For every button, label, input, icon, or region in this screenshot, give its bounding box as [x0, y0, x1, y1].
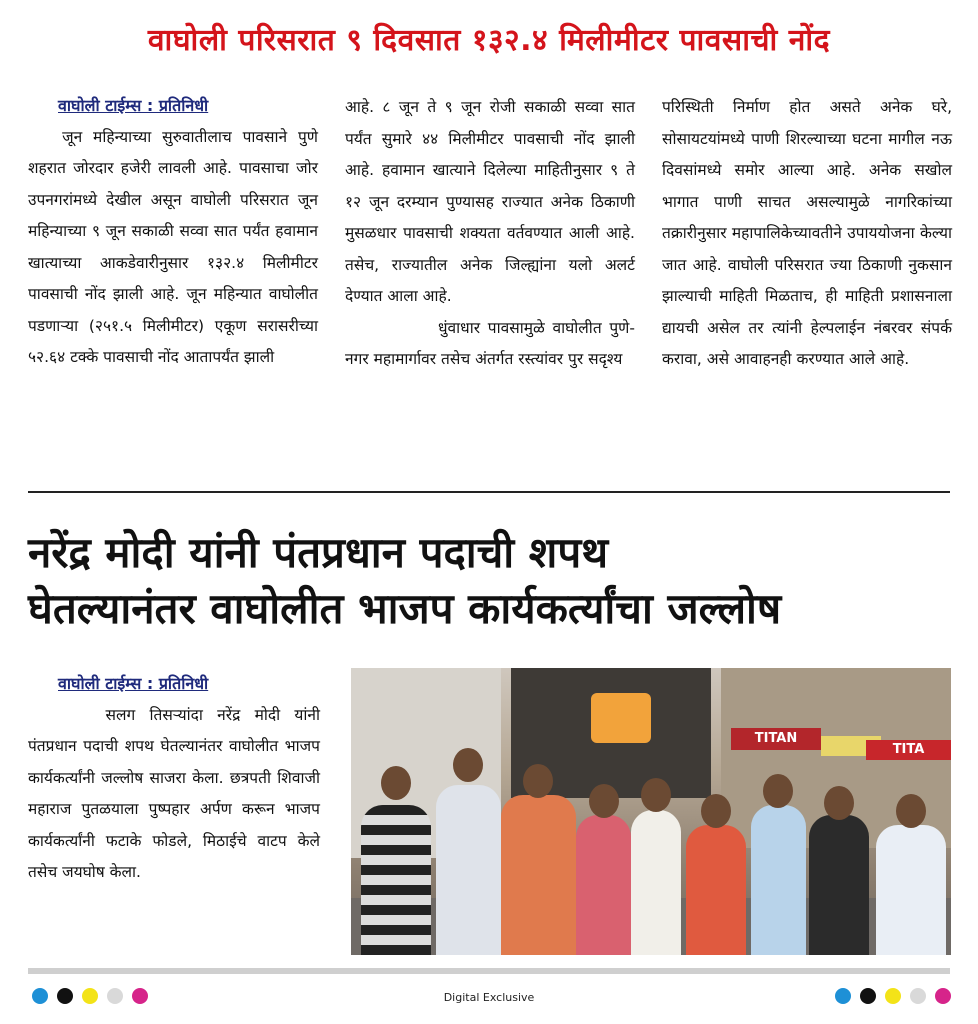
story1-col2-text-b: धुंवाधार पावसामुळे वाघोलीत पुणे-नगर महामार्गावर तसेच अंतर्गत रस्त्यांवर पुर सदृश्य	[345, 318, 635, 368]
story1-column-1	[28, 90, 318, 374]
photo-person-head	[896, 794, 926, 828]
color-dot-cyan	[835, 988, 851, 1004]
color-dot-yellow	[885, 988, 901, 1004]
story1-col2-text-a: आहे. ८ जून ते ९ जून रोजी सकाळी सव्वा सात पर्यंत सुमारे ४४ मिलीमीटर पावसाची नोंद झाली आहे. हवामान खात्याने दिलेल्या माहितीनुसार ९ ते १२ जून दरम्यान पुण्यासह राज्यात अनेक ठिकाणी मुसळधार पावसाची शक्यता वर्तवण्यात आली आहे. तसेच, राज्यातील अनेक जिल्ह्यांना यलो अलर्ट देण्यात आला आहे.	[345, 98, 635, 305]
photo-person	[751, 805, 806, 955]
story1-column-2	[345, 92, 635, 376]
photo-person-head	[523, 764, 553, 798]
photo-person	[576, 815, 631, 955]
photo-person	[436, 785, 501, 955]
photo-person	[631, 810, 681, 955]
photo-statue	[591, 693, 651, 743]
footer-bar	[28, 968, 950, 974]
story1-column-3	[662, 92, 952, 376]
photo-person	[686, 825, 746, 955]
headline-rain: वाघोली परिसरात ९ दिवसात १३२.४ मिलीमीटर पावसाची नोंद	[147, 23, 831, 58]
photo-person-head	[824, 786, 854, 820]
story2-byline: वाघोली टाईम्स : प्रतिनिधी	[58, 674, 209, 693]
photo-person-head	[641, 778, 671, 812]
photo-sign-titan: TITAN	[731, 728, 821, 750]
photo-person	[809, 815, 869, 955]
photo-person-head	[381, 766, 411, 800]
color-dot-magenta	[935, 988, 951, 1004]
color-dot-black	[860, 988, 876, 1004]
section-divider	[28, 491, 950, 493]
photo-person-head	[453, 748, 483, 782]
story1-col1-text: जून महिन्याच्या सुरुवातीलाच पावसाने पुणे शहरात जोरदार हजेरी लावली आहे. पावसाचा जोर उपनगरांमध्ये देखील असून वाघोली परिसरात जून महिन्याच्या ९ जून सकाळी सव्वा सात पर्यंत हवामान खात्याच्या आकडेवारीनुसार १३२.४ मिलीमीटर पावसाची नोंद झाली आहे. जून महिन्यात वाघोलीत पडणाऱ्या (२५१.५ मिलीमीटर) एकूण सरासरीच्या ५२.६४ टक्के पावसाची नोंद आतापर्यंत झाली	[28, 127, 318, 366]
photo-person	[876, 825, 946, 955]
footer-label: Digital Exclusive	[443, 991, 535, 1004]
photo-sign-titan-2: TITA	[866, 740, 951, 760]
photo-person-head	[763, 774, 793, 808]
story1-byline: वाघोली टाईम्स : प्रतिनिधी	[58, 96, 209, 115]
photo-person-head	[701, 794, 731, 828]
headline-line-1: नरेंद्र मोदी यांनी पंतप्रधान पदाची शपथ	[28, 528, 609, 577]
photo-person	[361, 805, 431, 955]
color-dot-gray	[910, 988, 926, 1004]
celebration-photo	[351, 668, 951, 955]
headline-line-2: घेतल्यानंतर वाघोलीत भाजप कार्यकर्त्यांचा जल्लोष	[28, 584, 782, 633]
story2-body-text: सलग तिसऱ्यांदा नरेंद्र मोदी यांनी पंतप्रधान पदाची शपथ घेतल्यानंतर वाघोलीत भाजप कार्यकर्त्यांनी जल्लोष साजरा केला. छत्रपती शिवाजी महाराज पुतळयाला पुष्पहार अर्पण करून भाजप कार्यकर्त्यांनी फटाके फोडले, मिठाईचे वाटप केले तसेच जयघोष केला.	[28, 705, 320, 881]
story2-column	[28, 668, 320, 889]
photo-person	[501, 795, 576, 955]
headline-celebration	[28, 525, 958, 637]
photo-person-head	[589, 784, 619, 818]
story1-col3-text: परिस्थिती निर्माण होत असते अनेक घरे, सोसायटयांमध्ये पाणी शिरल्याच्या घटना मागील नऊ दिवसांमध्ये समोर आल्या आहे. अनेक सखोल भागात पाणी साचत असल्यामुळे नागरिकांच्या तक्रारीनुसार महापालिकेच्यावतीने उपाययोजना केल्या जात आहे. वाघोली परिसरात ज्या ठिकाणी नुकसान झाल्याची माहिती मिळताच, ही माहिती प्रशासनाला द्यायची असेल तर त्यांनी हेल्पलाईन नंबरवर संपर्क करावा, असे आवाहनही करण्यात आले आहे.	[662, 98, 952, 368]
